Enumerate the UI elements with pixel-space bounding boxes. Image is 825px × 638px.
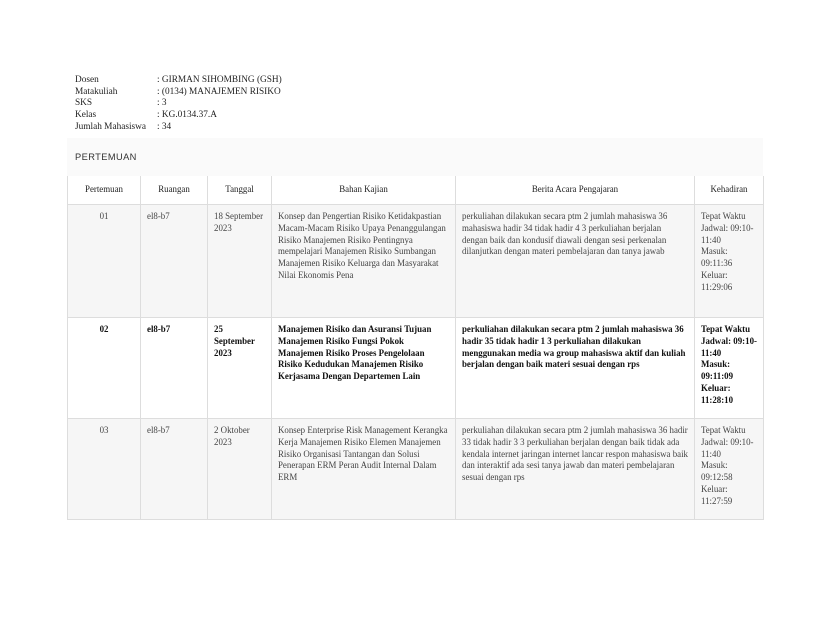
- cell-pertemuan: 02: [68, 318, 141, 419]
- info-row-kelas: [75, 110, 282, 122]
- kehadiran-jadwal: Jadwal: 09:10-11:40: [701, 222, 754, 245]
- kehadiran-jadwal: Jadwal: 09:10-11:40: [701, 335, 757, 358]
- section-title: PERTEMUAN: [75, 152, 137, 162]
- cell-pertemuan: 01: [68, 205, 141, 318]
- cell-kehadiran: [695, 419, 764, 520]
- cell-tanggal: 18 September 2023: [208, 205, 272, 318]
- kehadiran-keluar: Keluar: 11:29:06: [701, 269, 733, 292]
- table-row: [68, 419, 764, 520]
- kehadiran-masuk: Masuk: 09:11:36: [701, 246, 733, 269]
- table-header-row: [68, 176, 764, 205]
- jumlah-label: Jumlah Mahasiswa: [75, 121, 147, 132]
- sks-label: SKS: [75, 98, 93, 109]
- header-pertemuan: Pertemuan: [68, 176, 141, 205]
- cell-tanggal: 2 Oktober 2023: [208, 419, 272, 520]
- cell-bahan-kajian: Manajemen Risiko dan Asuransi Tujuan Manajemen Risiko Fungsi Pokok Manajemen Risiko Proses Pengelolaan Risiko Kedudukan Manajemen Risiko Kerjasama Dengan Departemen Lain: [272, 318, 456, 419]
- info-row-matakuliah: [75, 87, 282, 99]
- cell-ruangan: el8-b7: [141, 205, 208, 318]
- table-row: [68, 205, 764, 318]
- cell-bahan-kajian: Konsep Enterprise Risk Management Kerangka Kerja Manajemen Risiko Elemen Manajemen Risiko Organisasi Tantangan dan Solusi Penerapan ERM Peran Audit Internal Dalam ERM: [272, 419, 456, 520]
- header-bahan-kajian: Bahan Kajian: [272, 176, 456, 205]
- kehadiran-status: Tepat Waktu: [701, 425, 746, 435]
- jumlah-value: : 34: [157, 121, 172, 132]
- cell-berita-acara: perkuliahan dilakukan secara ptm 2 jumlah mahasiswa 36 hadir 35 tidak hadir 1 3 perkuliahan dilakukan menggunakan media wa group mahasiswa aktif dan kuliah berjalan dengan baik materi sesuai dengan rps: [456, 318, 695, 419]
- info-row-dosen: [75, 75, 282, 87]
- header-kehadiran: Kehadiran: [695, 176, 764, 205]
- kehadiran-keluar: Keluar: 11:27:59: [701, 483, 733, 506]
- sks-value: : 3: [157, 98, 167, 109]
- info-row-jumlah: [75, 122, 282, 134]
- cell-berita-acara: perkuliahan dilakukan secara ptm 2 jumlah mahasiswa 36 hadir 33 tidak hadir 3 3 perkuliahan berjalan dengan baik tidak ada kendala internet jaringan internet lancar respon mahasiswa baik dan interaktif ada sesi tanya jawab dan materi pembelajaran sesuai dengan rps: [456, 419, 695, 520]
- dosen-value: : GIRMAN SIHOMBING (GSH): [157, 75, 282, 85]
- cell-tanggal: 25 September 2023: [208, 318, 272, 419]
- kelas-label: Kelas: [75, 110, 97, 121]
- header-ruangan: Ruangan: [141, 176, 208, 205]
- kehadiran-masuk: Masuk: 09:11:09: [701, 359, 734, 382]
- course-info: [75, 75, 282, 134]
- cell-kehadiran: [695, 205, 764, 318]
- pertemuan-section-header: [67, 138, 763, 178]
- cell-ruangan: el8-b7: [141, 318, 208, 419]
- pertemuan-table: [67, 176, 764, 520]
- matakuliah-label: Matakuliah: [75, 86, 118, 97]
- kelas-value: : KG.0134.37.A: [157, 110, 217, 121]
- cell-berita-acara: perkuliahan dilakukan secara ptm 2 jumlah mahasiswa 36 mahasiswa hadir 34 tidak hadir 4 3 perkuliahan berjalan dengan baik dan kondusif diawali dengan sesi perkenalan dilanjutkan dengan materi pembelajaran dan tanya jawab: [456, 205, 695, 318]
- kehadiran-masuk: Masuk: 09:12:58: [701, 460, 733, 483]
- cell-bahan-kajian: Konsep dan Pengertian Risiko Ketidakpastian Macam-Macam Risiko Upaya Penanggulangan Risiko Manajemen Risiko Pentingnya mempelajari Manajemen Risiko Sumbangan Manajemen Risiko Keluarga dan Masyarakat Nilai Ekonomis Pena: [272, 205, 456, 318]
- matakuliah-value: : (0134) MANAJEMEN RISIKO: [157, 86, 281, 97]
- header-berita-acara: Berita Acara Pengajaran: [456, 176, 695, 205]
- header-tanggal: Tanggal: [208, 176, 272, 205]
- cell-kehadiran: [695, 318, 764, 419]
- cell-pertemuan: 03: [68, 419, 141, 520]
- table-row: [68, 318, 764, 419]
- dosen-label: Dosen: [75, 75, 99, 85]
- cell-ruangan: el8-b7: [141, 419, 208, 520]
- info-row-sks: [75, 98, 282, 110]
- kehadiran-status: Tepat Waktu: [701, 324, 751, 334]
- kehadiran-jadwal: Jadwal: 09:10-11:40: [701, 436, 754, 459]
- kehadiran-keluar: Keluar: 11:28:10: [701, 382, 734, 405]
- kehadiran-status: Tepat Waktu: [701, 211, 746, 221]
